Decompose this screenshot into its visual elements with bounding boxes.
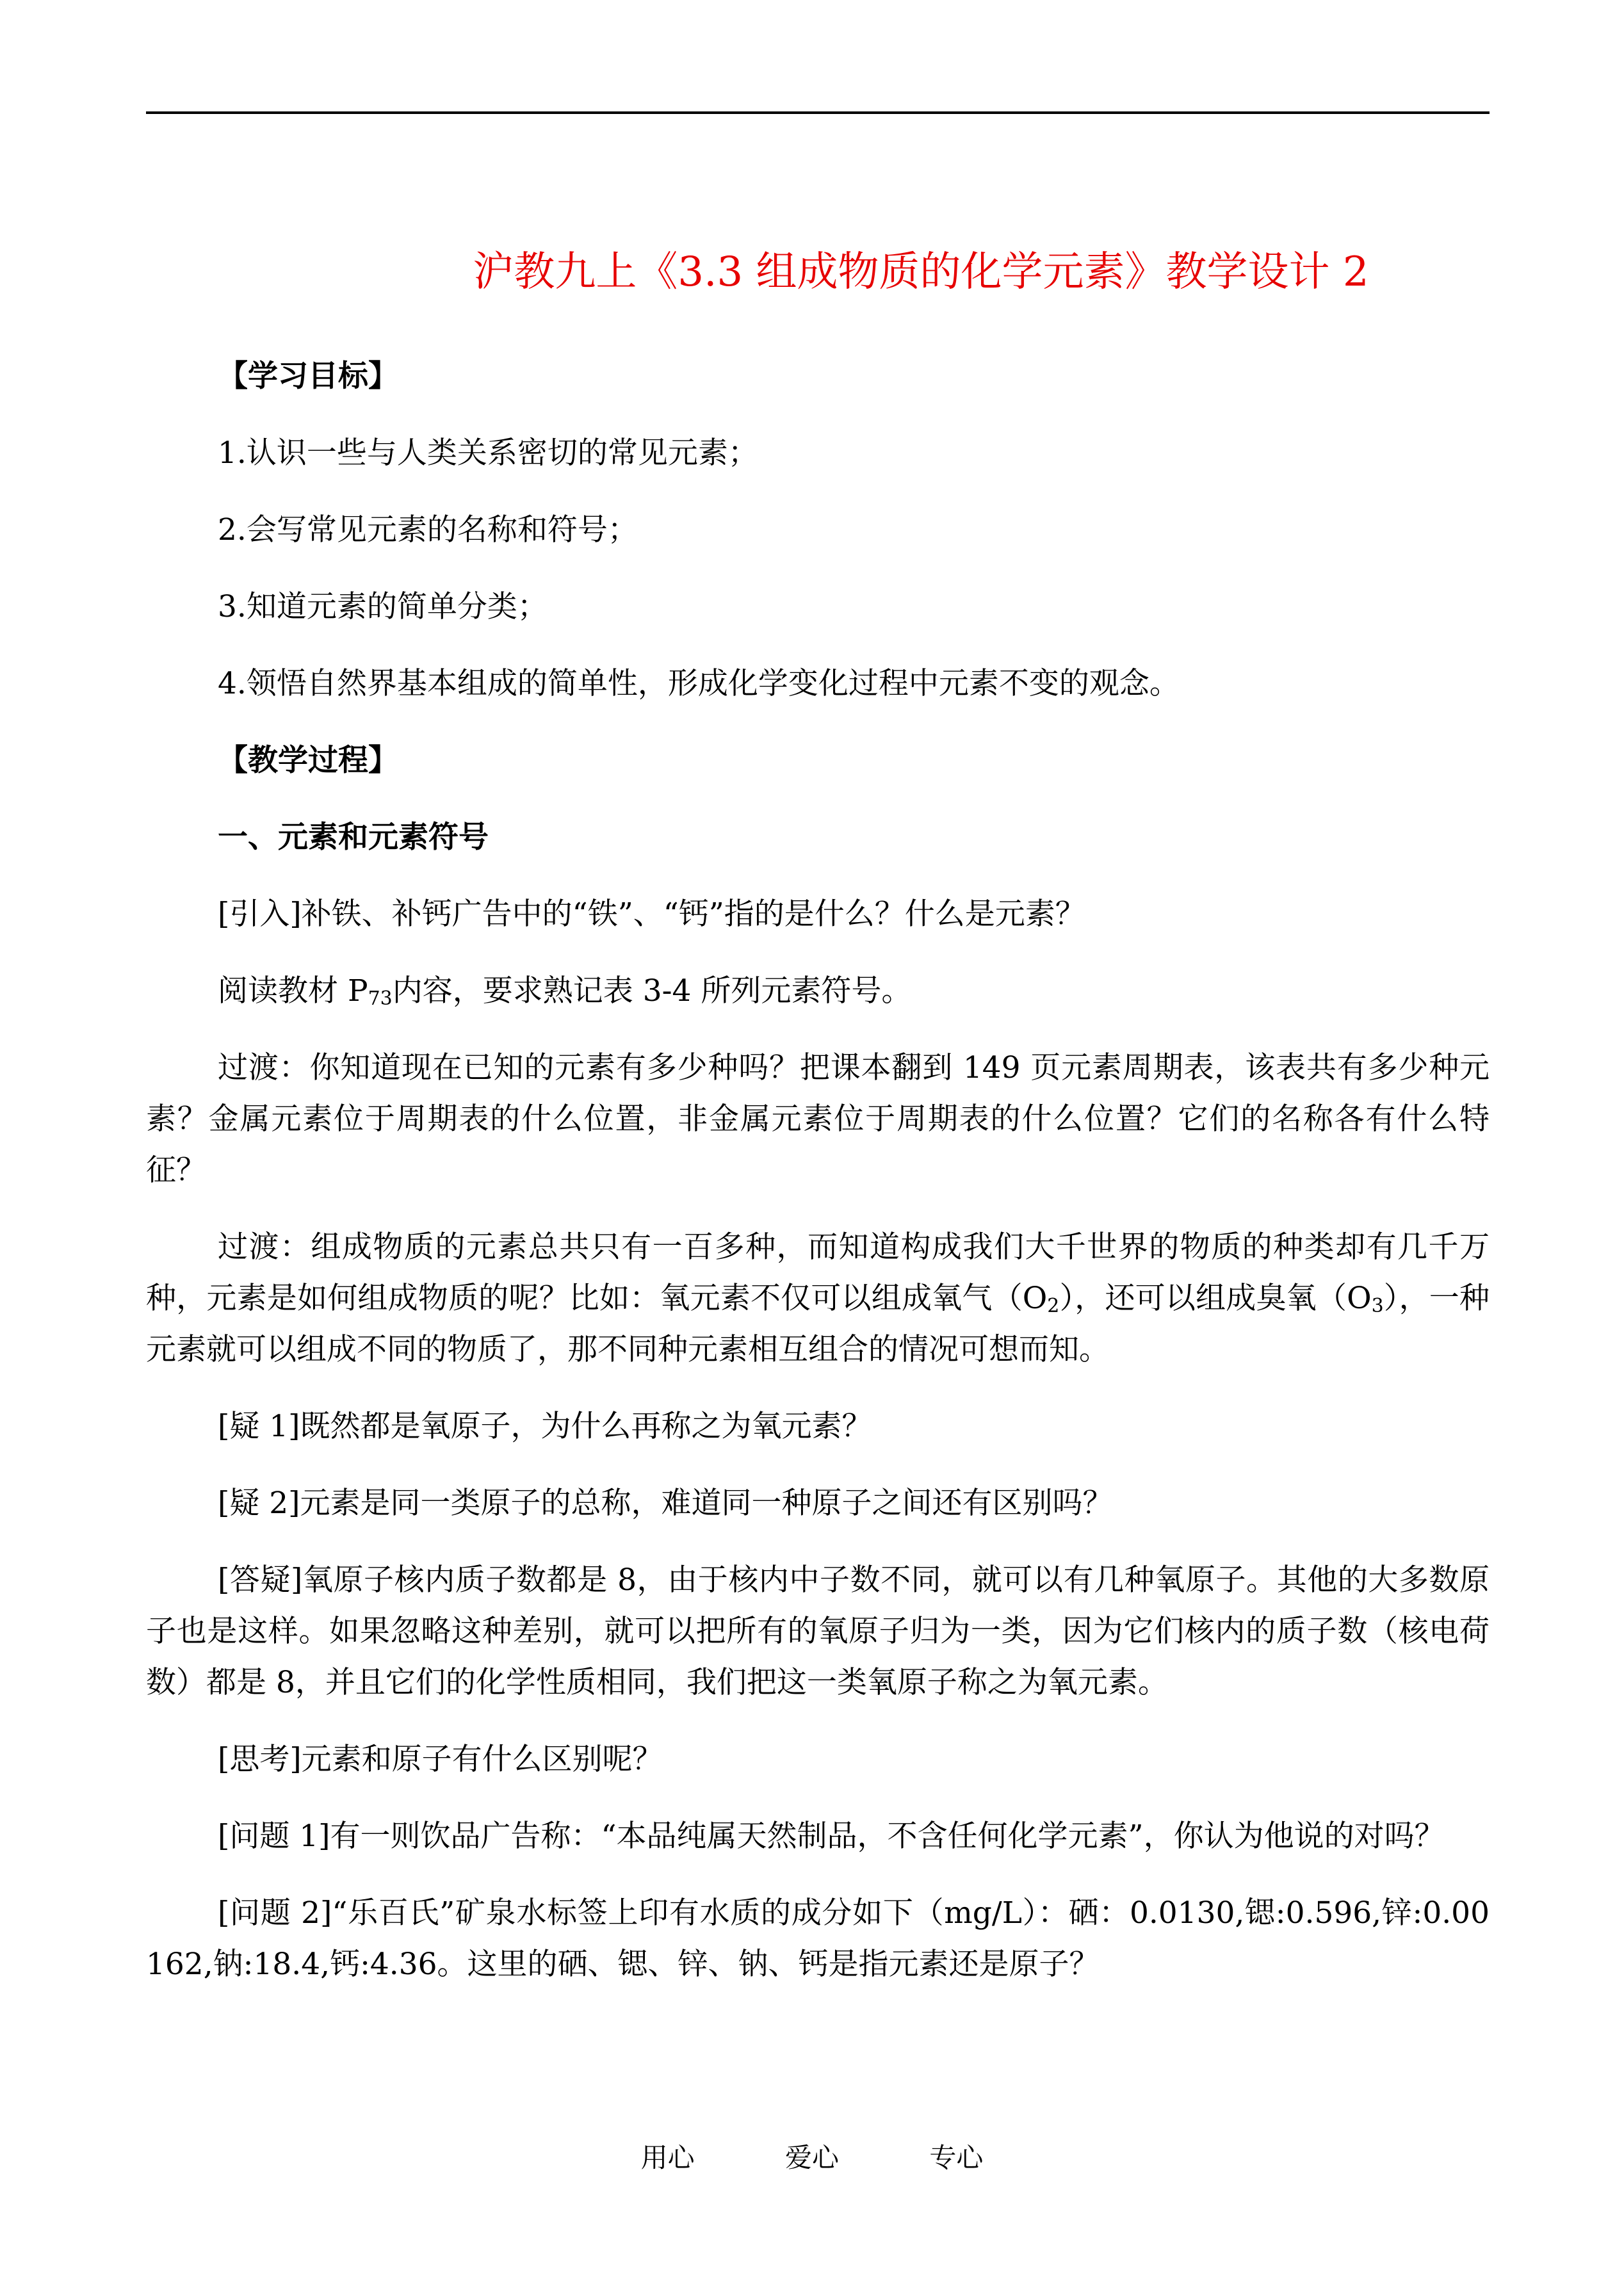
think-paragraph: [思考]元素和原子有什么区别呢？ [218, 1742, 663, 1777]
objective-item: 4.领悟自然界基本组成的简单性，形成化学变化过程中元素不变的观念。 [218, 666, 1180, 701]
objective-item: 1.认识一些与人类关系密切的常见元素； [218, 435, 758, 471]
transition-2-text-c: ），一种元素就可以组成不同的物质了，那不同种元素相互组合的情况可想而知。 [146, 1281, 1490, 1367]
reading-suffix: 内容，要求熟记表 3-4 所列元素符号。 [392, 973, 912, 1009]
page-footer [0, 2139, 1624, 2177]
reading-paragraph [218, 966, 1490, 1017]
section-heading: 一、元素和元素符号 [218, 820, 489, 855]
doubt-1-paragraph: [疑 1]既然都是氧原子，为什么再称之为氧元素？ [218, 1409, 872, 1444]
oxygen-subscript: 2 [1047, 1295, 1060, 1317]
footer-item: 爱心 [784, 2142, 839, 2173]
reading-prefix: 阅读教材 P [218, 973, 368, 1009]
answer-paragraph: [答疑]氧原子核内质子数都是 8，由于核内中子数不同，就可以有几种氧原子。其他的大多数原子也是这样。如果忽略这种差别，就可以把所有的氧原子归为一类，因为它们核内的质子数（核电荷数）都是 8，并且它们的化学性质相同，我们把这一类氧原子称之为氧元素。 [146, 1562, 1490, 1700]
objective-item: 2.会写常见元素的名称和符号； [218, 512, 638, 547]
transition-paragraph-1: 过渡：你知道现在已知的元素有多少种吗？把课本翻到 149 页元素周期表，该表共有多少种元素？金属元素位于周期表的什么位置，非金属元素位于周期表的什么位置？它们的名称各有什么特征？ [146, 1050, 1490, 1188]
process-heading: 【教学过程】 [218, 743, 398, 778]
reading-page-subscript: 73 [368, 987, 393, 1010]
footer-item: 专心 [929, 2142, 984, 2173]
intro-paragraph: [引入]补铁、补钙广告中的“铁”、“钙”指的是什么？什么是元素？ [218, 896, 1085, 932]
transition-2-text-a: 过渡：组成物质的元素总共只有一百多种，而知道构成我们大千世界的物质的种类却有几千万种，元素是如何组成物质的呢？比如：氧元素不仅可以组成氧气（O [146, 1229, 1490, 1316]
question-2-paragraph: [问题 2]“乐百氏”矿泉水标签上印有水质的成分如下（mg/L）：硒：0.0130,锶:0.596,锌:0.00162,钠:18.4,钙:4.36。这里的硒、锶、锌、钠、钙是指元素还是原子？ [146, 1895, 1490, 1982]
objectives-heading: 【学习目标】 [218, 359, 398, 394]
document-title: 沪教九上《3.3 组成物质的化学元素》教学设计 2 [473, 248, 1369, 296]
transition-2-text-b: ），还可以组成臭氧（O [1059, 1281, 1372, 1316]
transition-paragraph-2 [146, 1222, 1490, 1375]
objective-item: 3.知道元素的简单分类； [218, 589, 548, 624]
ozone-subscript: 3 [1371, 1295, 1384, 1317]
header-rule [146, 111, 1490, 114]
doubt-2-paragraph: [疑 2]元素是同一类原子的总称，难道同一种原子之间还有区别吗？ [218, 1486, 1113, 1521]
question-1-paragraph: [问题 1]有一则饮品广告称：“本品纯属天然制品，不含任何化学元素”，你认为他说的对吗？ [218, 1819, 1445, 1854]
document-body [146, 351, 1490, 2016]
footer-item: 用心 [640, 2142, 695, 2173]
